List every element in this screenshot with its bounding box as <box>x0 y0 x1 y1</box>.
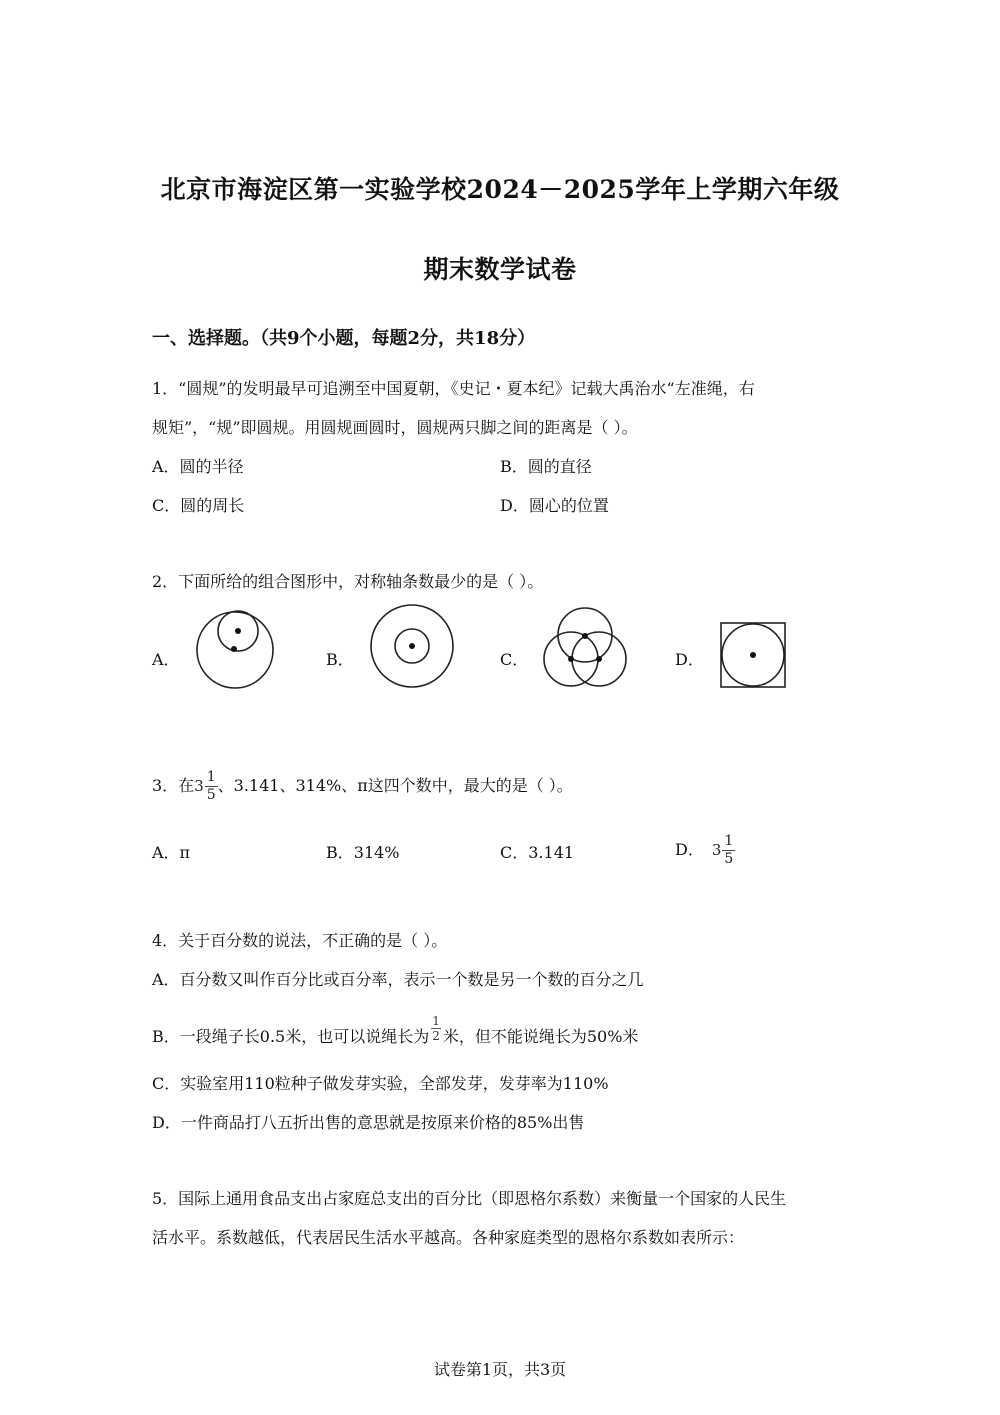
q1-option-c: C．圆的周长 <box>152 496 245 515</box>
title-line-2: 期末数学试卷 <box>423 255 577 284</box>
q2-text: 2．下面所给的组合图形中，对称轴条数最少的是（ ）。 <box>152 572 544 591</box>
q4-option-d: D．一件商品打八五折出售的意思就是按原来价格的85%出售 <box>152 1113 585 1132</box>
q3-option-d-fraction <box>712 833 735 868</box>
figure-c-three-overlapping-circles <box>538 604 634 694</box>
q3-fraction-numerator: 1 <box>206 768 216 785</box>
q3-text <box>152 764 852 808</box>
q1-option-a: A．圆的半径 <box>152 457 244 476</box>
q3-suffix: 、3.141、314%、π这四个数中，最大的是（ ）。 <box>217 776 573 795</box>
q3-fraction-whole: 3 <box>194 777 204 795</box>
q3-option-d-denominator: 5 <box>724 850 734 867</box>
q3-option-b: B．314% <box>326 843 400 862</box>
q4-option-b-suffix: 米，但不能说绳长为50%米 <box>442 1026 639 1046</box>
q3-option-d-label: D． <box>675 840 704 859</box>
q4-option-b-prefix: B．一段绳子长0.5米，也可以说绳长为 <box>152 1026 430 1046</box>
q3-fraction-denominator: 5 <box>206 786 216 803</box>
title-line-1: 北京市海淀区第一实验学校2024－2025学年上学期六年级 <box>160 175 840 204</box>
q2-option-c: C． <box>500 650 529 669</box>
q3-option-a: A．π <box>152 843 191 862</box>
q5-line-2: 活水平。系数越低，代表居民生活水平越高。各种家庭类型的恩格尔系数如表所示： <box>152 1228 745 1247</box>
q4-option-c: C．实验室用110粒种子做发芽实验，全部发芽，发芽率为110% <box>152 1074 609 1093</box>
section-heading: 一、选择题。（共9个小题，每题2分，共18分） <box>152 328 536 349</box>
q3-mixed-fraction <box>194 764 217 808</box>
figure-a-internally-tangent-circles <box>190 605 280 695</box>
q3-option-d-numerator: 1 <box>724 832 734 849</box>
q2-option-d: D． <box>675 650 704 669</box>
q3-option-d-whole: 3 <box>711 841 722 859</box>
q1-line-2: 规矩”，“规”即圆规。用圆规画圆时，圆规两只脚之间的距离是（ ）。 <box>152 418 638 437</box>
q4-option-b-fraction <box>431 1014 441 1043</box>
page-footer: 试卷第1页，共3页 <box>433 1360 567 1379</box>
q3-prefix: 3．在 <box>152 776 195 795</box>
figure-b-concentric-circles <box>366 603 458 695</box>
q4-text: 4．关于百分数的说法，不正确的是（ ）。 <box>152 931 448 950</box>
q1-line-1: 1．“圆规”的发明最早可追溯至中国夏朝，《史记・夏本纪》记载大禹治水“左准绳，右 <box>152 379 755 398</box>
q4-option-b-numerator: 1 <box>432 1014 440 1028</box>
q2-option-a: A． <box>152 650 180 669</box>
figure-d-circle-in-square <box>718 621 788 689</box>
q1-option-b: B．圆的直径 <box>500 457 592 476</box>
q1-option-d: D．圆心的位置 <box>500 496 609 515</box>
q3-option-d <box>675 828 735 872</box>
q3-option-c: C．3.141 <box>500 843 575 862</box>
q4-option-a: A．百分数又叫作百分比或百分率，表示一个数是另一个数的百分之几 <box>152 970 644 989</box>
q4-option-b-denominator: 2 <box>432 1029 440 1043</box>
q4-option-b <box>152 1014 852 1051</box>
q5-line-1: 5．国际上通用食品支出占家庭总支出的百分比（即恩格尔系数）来衡量一个国家的人民生 <box>152 1189 787 1208</box>
q2-option-b: B． <box>326 650 354 669</box>
